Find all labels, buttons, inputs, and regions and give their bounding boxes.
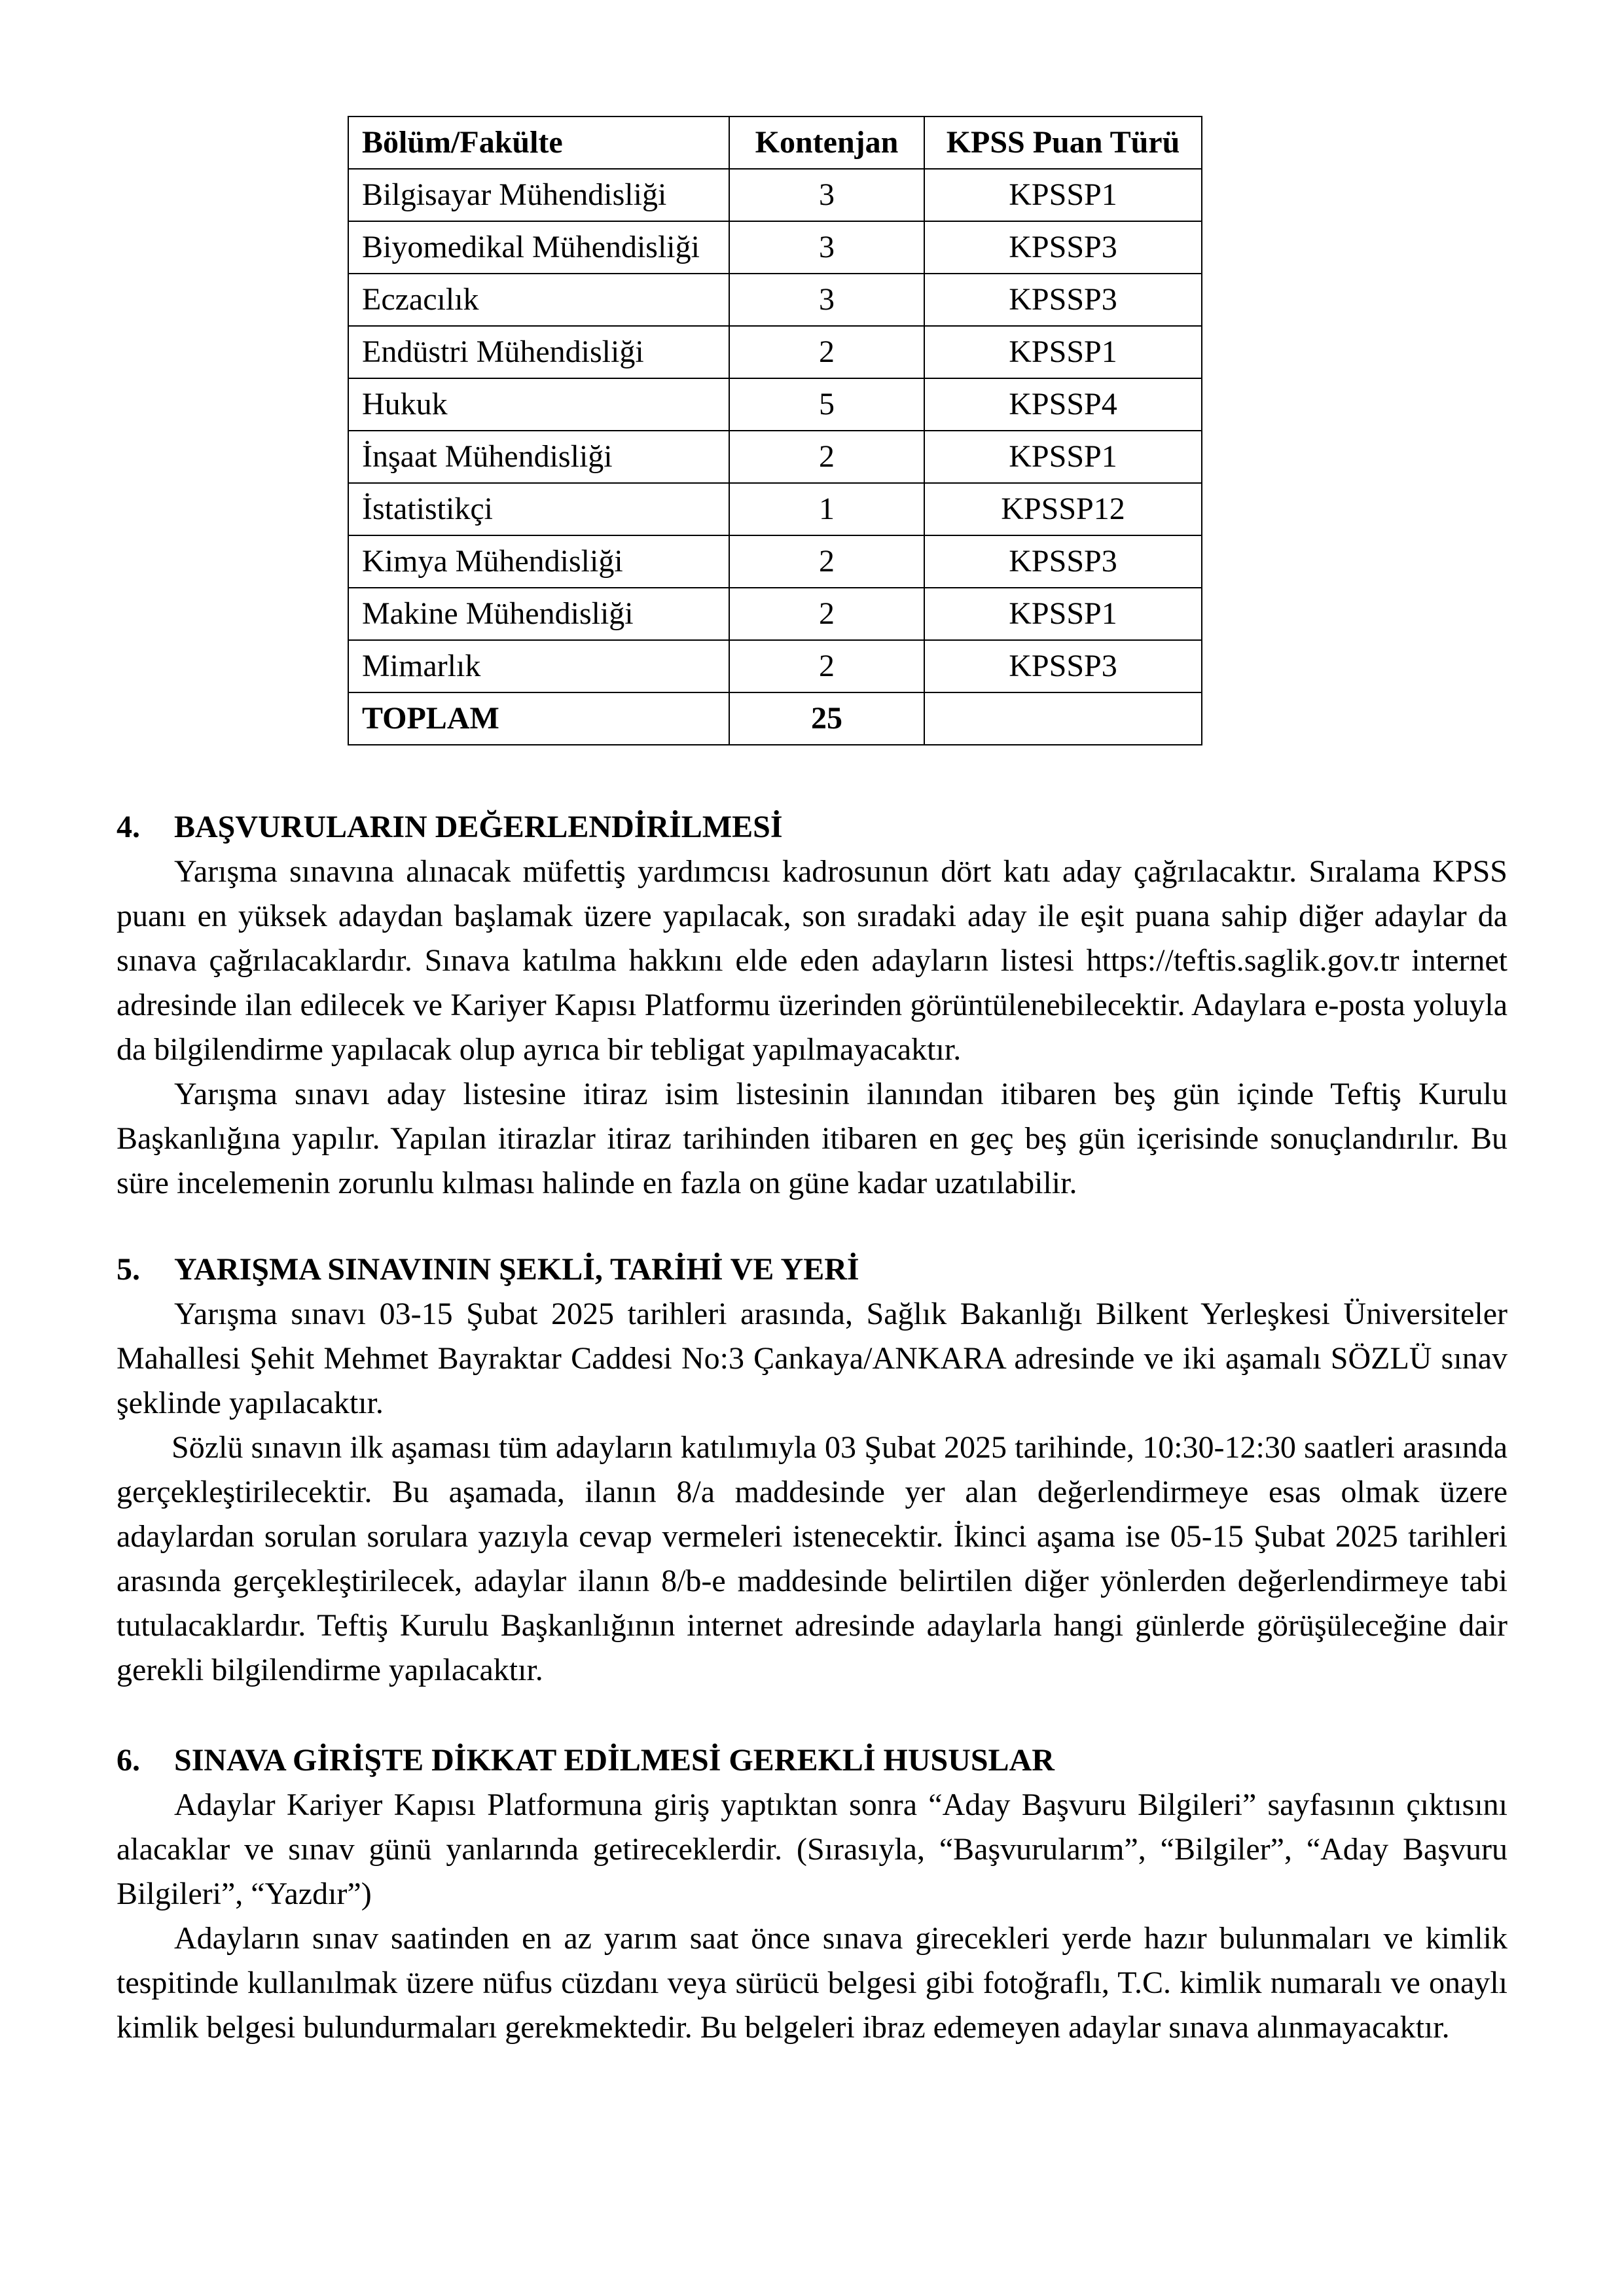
paragraph: Adaylar Kariyer Kapısı Platformuna giriş yaptıktan sonra “Aday Başvuru Bilgileri” sayfasının çıktısını alacaklar ve sınav günü yanlarında getireceklerdir. (Sırasıyla, “Başvurularım”, “Bilgiler”, “Aday Başvuru Bilgileri”, “Yazdır”) — [117, 1787, 1507, 1911]
table-row — [348, 483, 1202, 535]
section-number: 4. — [117, 810, 140, 844]
department-cell: Kimya Mühendisliği — [348, 535, 729, 588]
score-type-cell: KPSSP3 — [924, 535, 1202, 588]
paragraph: Yarışma sınavı aday listesine itiraz isim listesinin ilanından itibaren beş gün içinde Teftiş Kurulu Başkanlığına yapılır. Yapılan itirazlar itiraz tarihinden itibaren en geç beş gün içerisinde sonuçlandırılır. Bu süre incelemenin zorunlu kılması halinde en fazla on güne kadar uzatılabilir. — [117, 1077, 1507, 1200]
department-cell: Hukuk — [348, 378, 729, 431]
section-heading — [117, 1738, 1507, 1783]
department-cell: Bilgisayar Mühendisliği — [348, 169, 729, 221]
total-label-cell: TOPLAM — [348, 692, 729, 745]
department-cell: Eczacılık — [348, 274, 729, 326]
quota-cell: 3 — [729, 274, 924, 326]
section-title: YARIŞMA SINAVININ ŞEKLİ, TARİHİ VE YERİ — [174, 1252, 859, 1287]
section-title: SINAVA GİRİŞTE DİKKAT EDİLMESİ GEREKLİ HUSUSLAR — [174, 1743, 1055, 1778]
quota-table — [348, 116, 1202, 745]
column-header-score-type: KPSS Puan Türü — [924, 117, 1202, 169]
table-row — [348, 169, 1202, 221]
table-row — [348, 221, 1202, 274]
quota-cell: 2 — [729, 640, 924, 692]
paragraph: Yarışma sınavına alınacak müfettiş yardımcısı kadrosunun dört katı aday çağrılacaktır. Sıralama KPSS puanı en yüksek adaydan başlamak üzere yapılacak, son sıradaki aday ile eşit puana sahip diğer adaylar da sınava çağrılacaklardır. Sınava katılma hakkını elde eden adayların listesi https://teftis.saglik.gov.tr internet adresinde ilan edilecek ve Kariyer Kapısı Platformu üzerinden görüntülenebilecektir. Adaylara e-posta yoluyla da bilgilendirme yapılacak olup ayrıca bir tebligat yapılmayacaktır. — [117, 854, 1507, 1067]
section-number: 5. — [117, 1252, 140, 1287]
total-empty-cell — [924, 692, 1202, 745]
quota-cell: 5 — [729, 378, 924, 431]
section-number: 6. — [117, 1743, 140, 1778]
table-row — [348, 326, 1202, 378]
quota-cell: 3 — [729, 169, 924, 221]
score-type-cell: KPSSP4 — [924, 378, 1202, 431]
paragraph: Yarışma sınavı 03-15 Şubat 2025 tarihleri arasında, Sağlık Bakanlığı Bilkent Yerleşkesi Üniversiteler Mahallesi Şehit Mehmet Bayraktar Caddesi No:3 Çankaya/ANKARA adresinde ve iki aşamalı SÖZLÜ sınav şeklinde yapılacaktır. — [117, 1297, 1507, 1420]
score-type-cell: KPSSP1 — [924, 326, 1202, 378]
score-type-cell: KPSSP1 — [924, 431, 1202, 483]
table-row — [348, 378, 1202, 431]
department-cell: Endüstri Mühendisliği — [348, 326, 729, 378]
department-cell: Mimarlık — [348, 640, 729, 692]
quota-cell: 2 — [729, 535, 924, 588]
column-header-department: Bölüm/Fakülte — [348, 117, 729, 169]
column-header-quota: Kontenjan — [729, 117, 924, 169]
quota-cell: 2 — [729, 588, 924, 640]
department-cell: İstatistikçi — [348, 483, 729, 535]
score-type-cell: KPSSP3 — [924, 274, 1202, 326]
department-cell: Makine Mühendisliği — [348, 588, 729, 640]
section-6 — [117, 1738, 1507, 2050]
section-5 — [117, 1247, 1507, 1693]
section-title: BAŞVURULARIN DEĞERLENDİRİLMESİ — [174, 810, 783, 844]
section-heading — [117, 1247, 1507, 1292]
department-cell: Biyomedikal Mühendisliği — [348, 221, 729, 274]
score-type-cell: KPSSP3 — [924, 640, 1202, 692]
department-cell: İnşaat Mühendisliği — [348, 431, 729, 483]
score-type-cell: KPSSP3 — [924, 221, 1202, 274]
table-row — [348, 274, 1202, 326]
quota-cell: 3 — [729, 221, 924, 274]
paragraph: Sözlü sınavın ilk aşaması tüm adayların katılımıyla 03 Şubat 2025 tarihinde, 10:30-12:30 saatleri arasında gerçekleştirilecektir. Bu aşamada, ilanın 8/a maddesinde yer alan değerlendirmeye esas olmak üzere adaylardan sorulan sorulara yazıyla cevap vermeleri istenecektir. İkinci aşama ise 05-15 Şubat 2025 tarihleri arasında gerçekleştirilecek, adaylar ilanın 8/b-e maddesinde belirtilen diğer yönlerden değerlendirmeye tabi tutulacaklardır. Teftiş Kurulu Başkanlığının internet adresinde adaylarla hangi günlerde görüşüleceğine dair gerekli bilgilendirme yapılacaktır. — [117, 1430, 1507, 1687]
table-row — [348, 431, 1202, 483]
section-4 — [117, 805, 1507, 1206]
quota-cell: 2 — [729, 326, 924, 378]
score-type-cell: KPSSP1 — [924, 588, 1202, 640]
table-row — [348, 588, 1202, 640]
table-row — [348, 535, 1202, 588]
quota-cell: 1 — [729, 483, 924, 535]
total-quota-cell: 25 — [729, 692, 924, 745]
table-header-row — [348, 117, 1202, 169]
table-row — [348, 640, 1202, 692]
table-total-row — [348, 692, 1202, 745]
section-heading — [117, 805, 1507, 850]
paragraph: Adayların sınav saatinden en az yarım saat önce sınava girecekleri yerde hazır bulunmaları ve kimlik tespitinde kullanılmak üzere nüfus cüzdanı veya sürücü belgesi gibi fotoğraflı, T.C. kimlik numaralı ve onaylı kimlik belgesi bulundurmaları gerekmektedir. Bu belgeleri ibraz edemeyen adaylar sınava alınmayacaktır. — [117, 1921, 1507, 2045]
score-type-cell: KPSSP12 — [924, 483, 1202, 535]
score-type-cell: KPSSP1 — [924, 169, 1202, 221]
quota-cell: 2 — [729, 431, 924, 483]
